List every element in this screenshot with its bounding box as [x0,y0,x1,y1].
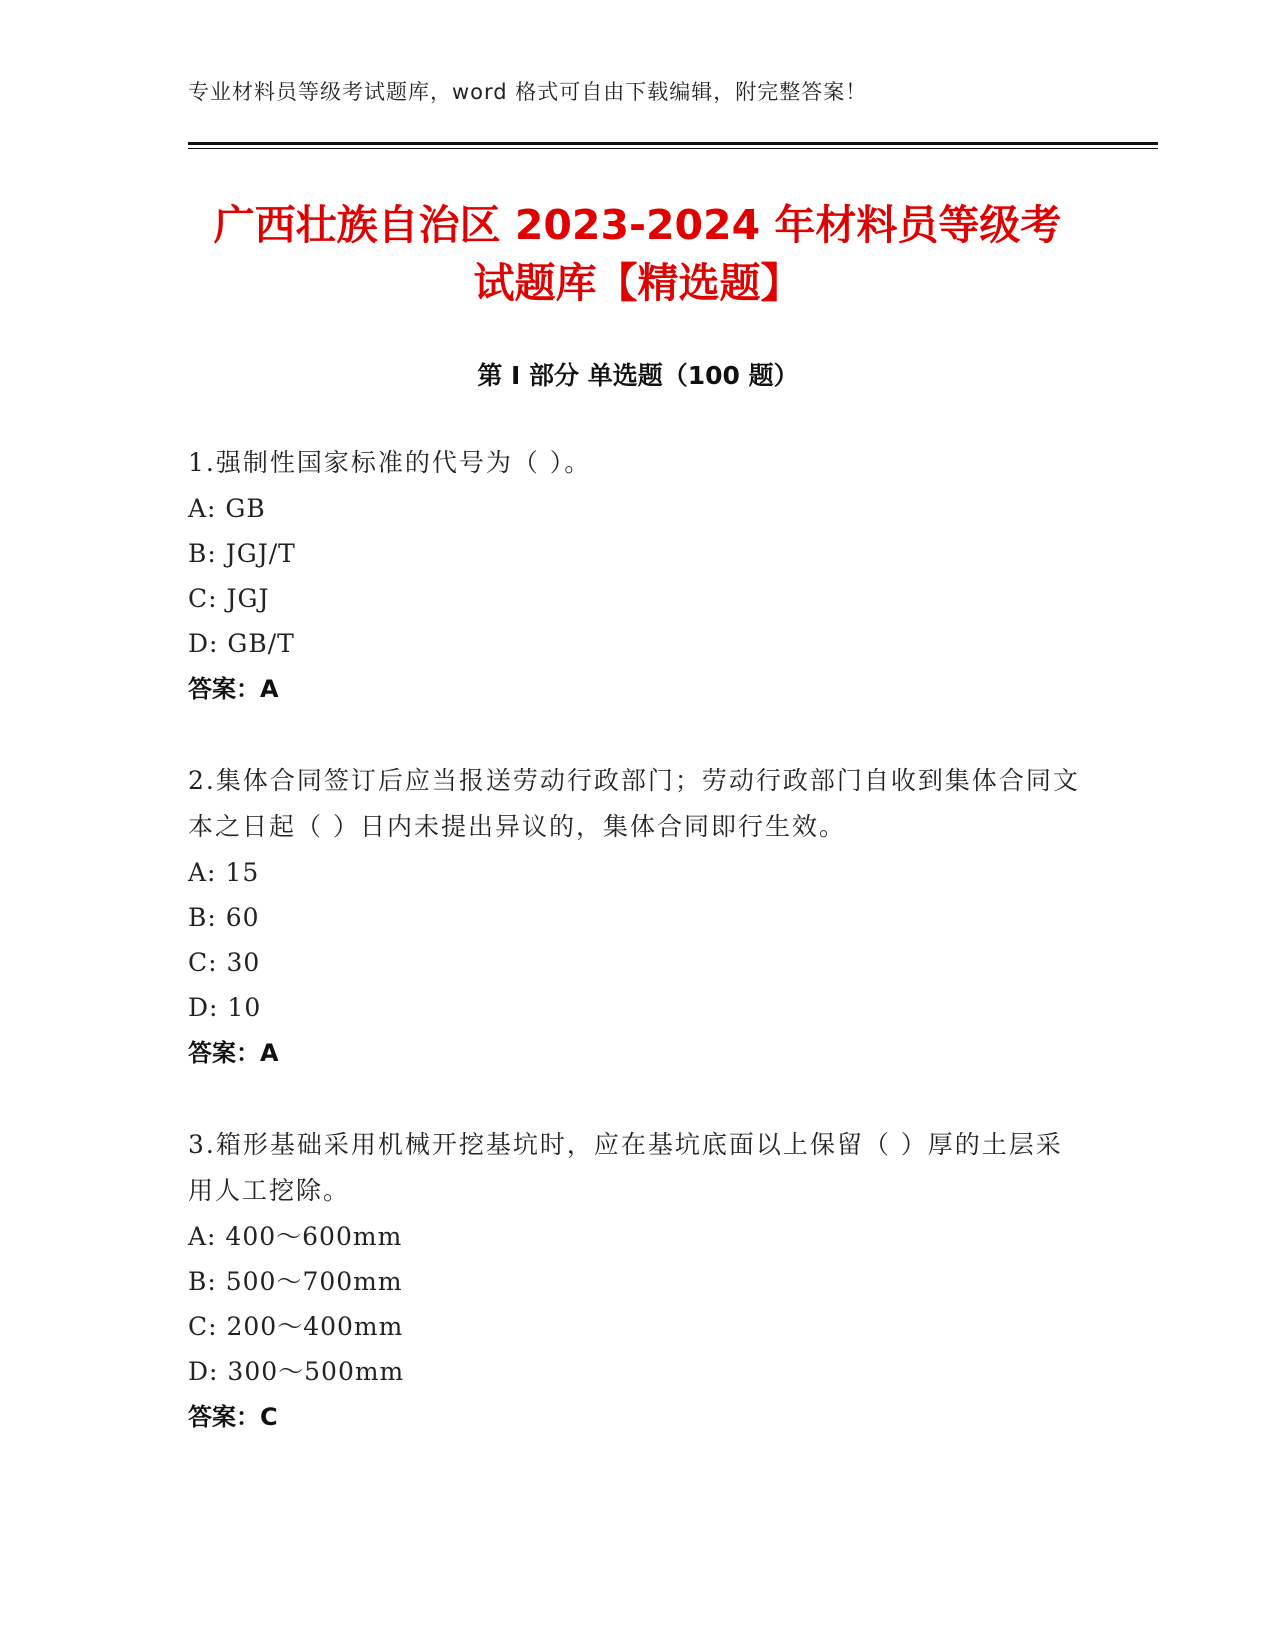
option-c: C: 200～400mm [188,1312,404,1341]
question-3 [188,1122,1088,1440]
answer: 答案：C [188,1403,278,1431]
header-note: 专业材料员等级考试题库，word 格式可自由下载编辑，附完整答案！ [188,80,868,104]
option-a: A: 15 [188,858,260,887]
document-title-line2: 试题库【精选题】 [473,259,802,307]
header-rule-thick [188,142,1158,145]
option-d: D: 10 [188,993,262,1022]
answer: 答案：A [188,675,279,703]
answer: 答案：A [188,1039,279,1067]
document-title [150,196,1125,312]
question-1 [188,440,1088,712]
option-d: D: 300～500mm [188,1357,405,1386]
option-c: C: 30 [188,948,261,977]
document-title-line1: 广西壮族自治区 2023-2024 年材料员等级考 [213,201,1062,249]
question-text: 3.箱形基础采用机械开挖基坑时，应在基坑底面以上保留（ ）厚的土层采用人工挖除。 [188,1130,1063,1205]
option-b: B: JGJ/T [188,539,296,568]
option-b: B: 500～700mm [188,1267,403,1296]
question-2 [188,758,1088,1076]
header-rule-thin [188,148,1158,149]
option-c: C: JGJ [188,584,270,613]
section-title: 第 I 部分 单选题（100 题） [477,361,799,390]
option-d: D: GB/T [188,629,295,658]
question-text: 2.集体合同签订后应当报送劳动行政部门；劳动行政部门自收到集体合同文本之日起（ ）日内未提出异议的，集体合同即行生效。 [188,766,1080,841]
option-a: A: 400～600mm [188,1222,403,1251]
option-b: B: 60 [188,903,260,932]
question-text: 1.强制性国家标准的代号为（ ）。 [188,448,592,477]
option-a: A: GB [188,494,266,523]
